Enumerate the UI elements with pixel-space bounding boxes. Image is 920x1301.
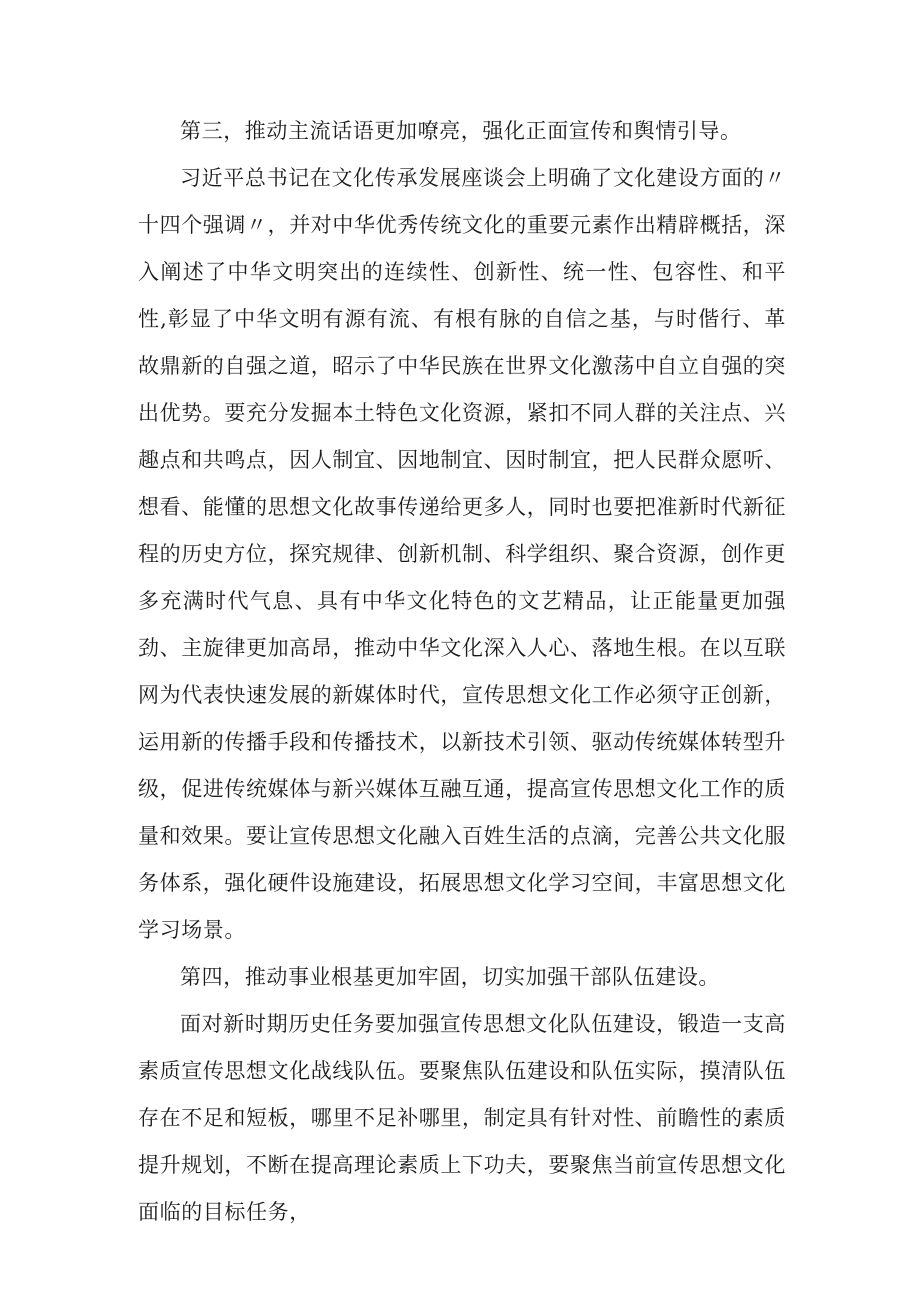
document-body [138,108,786,1236]
section-4-paragraph: 面对新时期历史任务要加强宣传思想文化队伍建设，锻造一支高素质宣传思想文化战线队伍。要聚焦队伍建设和队伍实际，摸清队伍存在不足和短板，哪里不足补哪里，制定具有针对性、前瞻性的素质提升规划，不断在提高理论素质上下功夫，要聚焦当前宣传思想文化面临的目标任务， [138,1012,786,1224]
section-3-paragraph: 习近平总书记在文化传承发展座谈会上明确了文化建设方面的〃十四个强调〃，并对中华优秀传统文化的重要元素作出精辟概括，深入阐述了中华文明突出的连续性、创新性、统一性、包容性、和平性,彰显了中华文明有源有流、有根有脉的自信之基，与时偕行、革故鼎新的自强之道，昭示了中华民族在世界文化激荡中自立自强的突出优势。要充分发掘本土特色文化资源，紧扣不同人群的关注点、兴趣点和共鸣点，因人制宜、因地制宜、因时制宜，把人民群众愿听、想看、能懂的思想文化故事传递给更多人，同时也要把准新时代新征程的历史方位，探究规律、创新机制、科学组织、聚合资源，创作更多充满时代气息、具有中华文化特色的文艺精品，让正能量更加强劲、主旋律更加高昂，推动中华文化深入人心、落地生根。在以互联网为代表快速发展的新媒体时代，宣传思想文化工作必须守正创新，运用新的传播手段和传播技术，以新技术引领、驱动传统媒体转型升级，促进传统媒体与新兴媒体互融互通，提高宣传思想文化工作的质量和效果。要让宣传思想文化融入百姓生活的点滴，完善公共文化服务体系，强化硬件设施建设，拓展思想文化学习空间，丰富思想文化学习场景。 [138,166,786,942]
section-4-heading: 第四，推动事业根基更加牢固，切实加强干部队伍建设。 [180,965,720,989]
section-3-heading: 第三，推动主流话语更加嘹亮，强化正面宣传和舆情引导。 [180,119,742,143]
